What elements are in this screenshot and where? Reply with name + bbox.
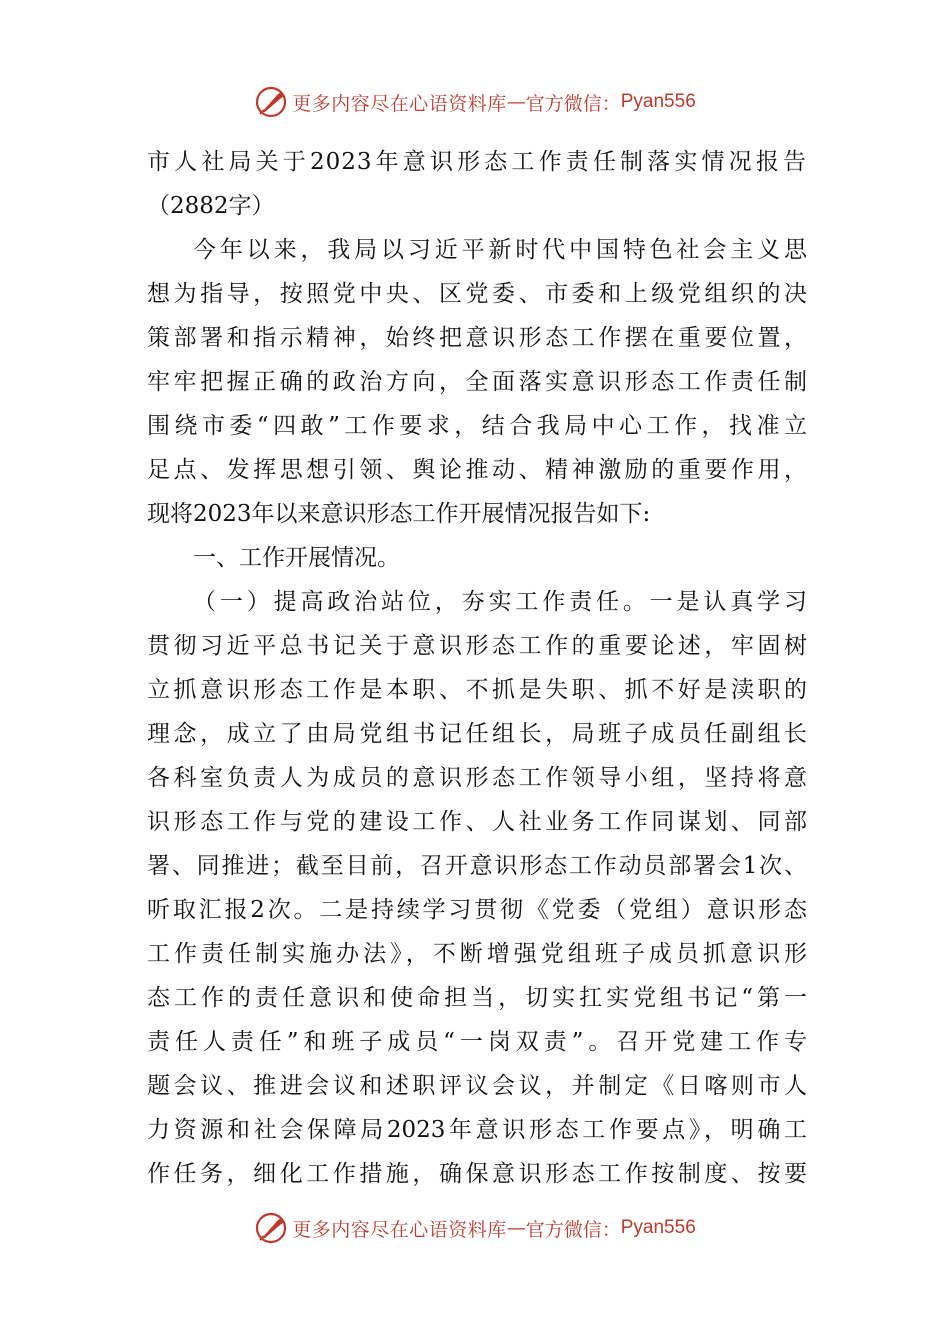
paragraph-line: 想为指导，按照党中央、区党委、市委和上级党组织的决 bbox=[147, 281, 807, 307]
paragraph-line: 听取汇报2次。二是持续学习贯彻《党委（党组）意识形态 bbox=[147, 897, 807, 923]
quill-pen-logo-icon bbox=[254, 85, 288, 119]
banner-wechat-label: 官方微信： bbox=[525, 92, 621, 115]
paragraph-line: 现将2023年以来意识形态工作开展情况报告如下: bbox=[147, 501, 651, 527]
paragraph-line: 贯彻习近平总书记关于意识形态工作的重要论述，牢固树 bbox=[147, 633, 807, 659]
paragraph-line: 责任人责任”和班子成员“一岗双责”。召开党建工作专 bbox=[147, 1029, 807, 1055]
paragraph-line: 牢牢把握正确的政治方向，全面落实意识形态工作责任制 bbox=[147, 369, 807, 395]
paragraph-line: （一）提高政治站位，夯实工作责任。一是认真学习 bbox=[193, 589, 807, 615]
paragraph-line: 今年以来，我局以习近平新时代中国特色社会主义思 bbox=[193, 237, 807, 263]
paragraph-line: 工作责任制实施办法》，不断增强党组班子成员抓意识形 bbox=[147, 941, 807, 967]
paragraph-line: 题会议、推进会议和述职评议会议，并制定《日喀则市人 bbox=[147, 1073, 807, 1099]
paragraph-line: 力资源和社会保障局2023年意识形态工作要点》，明确工 bbox=[147, 1117, 807, 1143]
footer-banner bbox=[0, 1208, 950, 1248]
banner-site-text: 更多内容尽在心语资料库 bbox=[292, 1218, 507, 1241]
paragraph-line: 立抓意识形态工作是本职、不抓是失职、抓不好是渎职的 bbox=[147, 677, 807, 703]
section-heading: 一、工作开展情况。 bbox=[193, 545, 400, 571]
document-title-line-2: （2882字） bbox=[147, 193, 275, 219]
quill-pen-logo-icon bbox=[254, 1211, 288, 1245]
paragraph-line: 署、同推进；截至目前，召开意识形态工作动员部署会1次、 bbox=[147, 853, 807, 879]
paragraph-line: 理念，成立了由局党组书记任组长，局班子成员任副组长 bbox=[147, 721, 807, 747]
banner-site-text: 更多内容尽在心语资料库 bbox=[292, 92, 507, 115]
banner-dash: — bbox=[506, 91, 526, 113]
paragraph-line: 各科室负责人为成员的意识形态工作领导小组，坚持将意 bbox=[147, 765, 807, 791]
paragraph-line: 围绕市委“四敢”工作要求，结合我局中心工作，找准立 bbox=[147, 413, 807, 439]
banner-wechat-id: Pyan556 bbox=[620, 1217, 696, 1238]
banner-wechat-label: 官方微信： bbox=[525, 1218, 621, 1241]
paragraph-line: 识形态工作与党的建设工作、人社业务工作同谋划、同部 bbox=[147, 809, 807, 835]
banner-dash: — bbox=[506, 1217, 526, 1239]
paragraph-line: 足点、发挥思想引领、舆论推动、精神激励的重要作用， bbox=[147, 457, 807, 483]
header-banner bbox=[0, 82, 950, 122]
document-body bbox=[147, 140, 807, 1196]
banner-wechat-id: Pyan556 bbox=[620, 91, 696, 112]
paragraph-line: 策部署和指示精神，始终把意识形态工作摆在重要位置， bbox=[147, 325, 807, 351]
document-title-line-1: 市人社局关于2023年意识形态工作责任制落实情况报告 bbox=[147, 149, 807, 175]
paragraph-line: 作任务，细化工作措施，确保意识形态工作按制度、按要 bbox=[147, 1161, 807, 1187]
paragraph-line: 态工作的责任意识和使命担当，切实扛实党组书记“第一 bbox=[147, 985, 807, 1011]
